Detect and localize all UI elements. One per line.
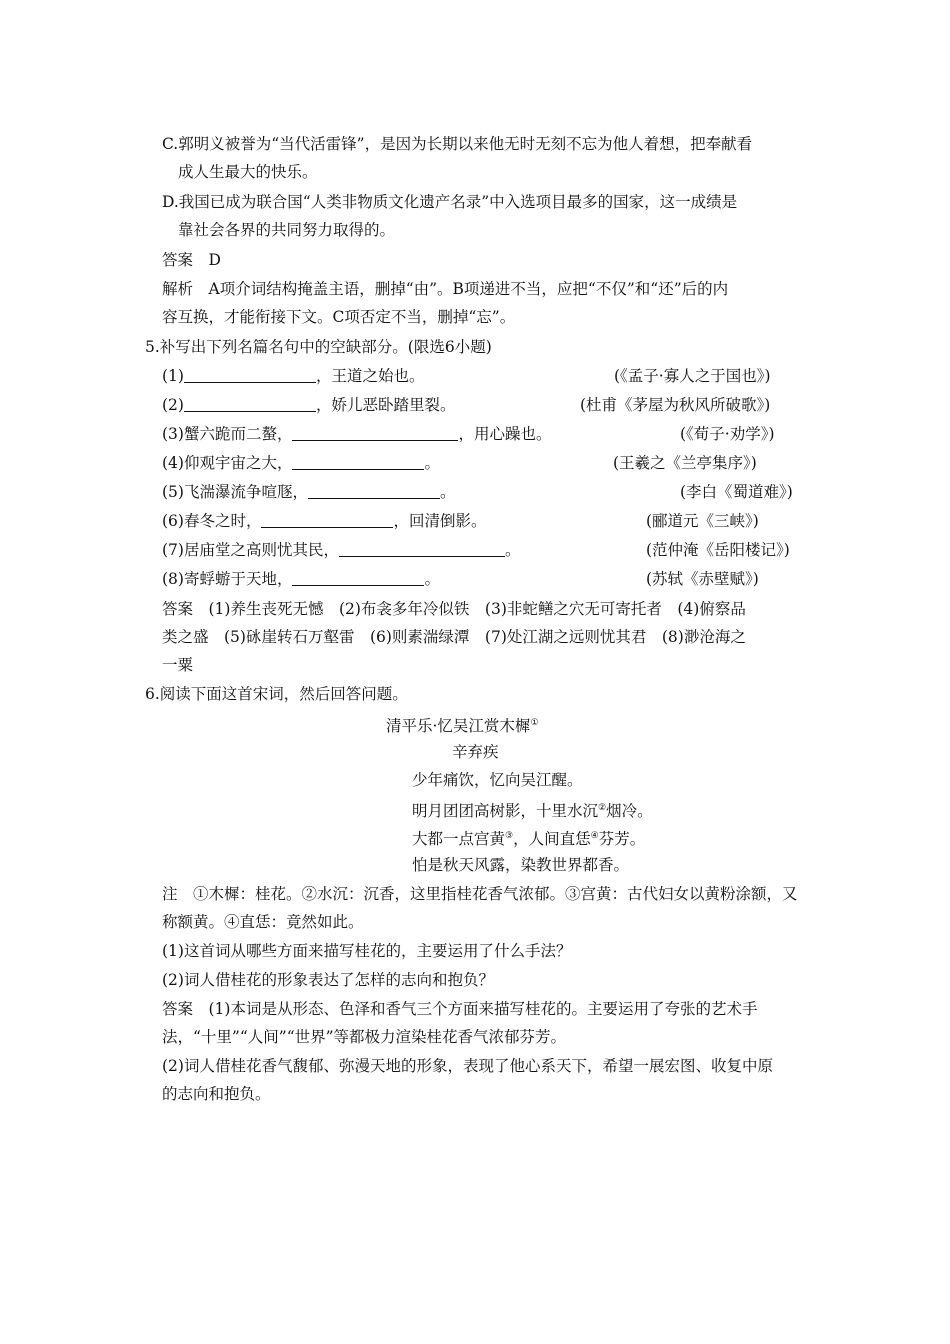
- q4-option-d-line2: 靠社会各界的共同努力取得的。: [178, 221, 396, 239]
- footnote-mark-1: ①: [530, 718, 539, 728]
- q5-item-1-source: (《孟子·寡人之于国也》): [614, 367, 771, 385]
- q6-subquestion-2: (2)词人借桂花的形象表达了怎样的志向和抱负？: [162, 971, 494, 989]
- q5-title: 5.补写出下列名篇名句中的空缺部分。(限选6小题): [145, 338, 492, 356]
- q5-item-8: (8)寄蜉蝣于天地， 。: [162, 570, 440, 588]
- q5-answer-line2: 类之盛 (5)砯崖转石万壑雷 (6)则素湍绿潭 (7)处江湖之远则忧其君 (8)渺沧海之: [162, 628, 746, 646]
- q5-item-7: (7)居庙堂之高则忧其民， 。: [162, 541, 521, 559]
- q5-item-3-source: (《荀子·劝学》): [680, 425, 775, 443]
- q5-item-6: (6)春冬之时， ，回清倒影。: [162, 512, 487, 530]
- q6-answer-line1: 答案 (1)本词是从形态、色泽和香气三个方面来描写桂花的。主要运用了夸张的艺术手: [162, 1000, 758, 1018]
- q5-item-2-source: (杜甫《茅屋为秋风所破歌》): [580, 396, 771, 414]
- poem-line-2: 明月团团高树影，十里水沉②烟冷。: [412, 802, 653, 820]
- q6-notes-line1: 注 ①木樨：桂花。②水沉：沉香，这里指桂花香气浓郁。③宫黄：古代妇女以黄粉涂额，又: [162, 885, 798, 903]
- q5-item-6-source: (郦道元《三峡》): [646, 512, 759, 530]
- poem-title: 清平乐·忆吴江赏木樨①: [386, 717, 539, 735]
- poem-author: 辛弃疾: [452, 743, 499, 761]
- q6-answer-line3: (2)词人借桂花香气馥郁、弥漫天地的形象，表现了他心系天下，希望一展宏图、收复中原: [162, 1057, 773, 1075]
- q5-item-4: (4)仰观宇宙之大， 。: [162, 454, 440, 472]
- q6-title: 6.阅读下面这首宋词，然后回答问题。: [145, 685, 408, 703]
- q5-answer-line1: 答案 (1)养生丧死无憾 (2)布衾多年冷似铁 (3)非蛇鳝之穴无可寄托者 (4)俯察品: [162, 600, 746, 618]
- q5-item-5-source: (李白《蜀道难》): [680, 483, 793, 501]
- q6-answer-line4: 的志向和抱负。: [162, 1085, 271, 1103]
- q5-item-5: (5)飞湍瀑流争喧豗， 。: [162, 483, 456, 501]
- q4-option-d-line1: D.我国已成为联合国“人类非物质文化遗产名录”中入选项目最多的国家，这一成绩是: [162, 193, 738, 211]
- q4-analysis-line1: 解析 A项介词结构掩盖主语，删掉“由”。B项递进不当，应把“不仅”和“还”后的内: [162, 280, 729, 298]
- q5-item-8-source: (苏轼《赤壁赋》): [646, 570, 759, 588]
- q6-answer-line2: 法，“十里”“人间”“世界”等都极力渲染桂花香气浓郁芬芳。: [162, 1028, 567, 1046]
- poem-line-1: 少年痛饮，忆向吴江醒。: [412, 771, 583, 789]
- q4-analysis-line2: 容互换，才能衔接下文。C项否定不当，删掉“忘”。: [162, 308, 516, 326]
- poem-line-4: 怕是秋天风露，染教世界都香。: [412, 856, 630, 874]
- poem-line-3: 大都一点宫黄③，人间直恁④芬芳。: [412, 830, 646, 848]
- q5-item-2: (2) ，娇儿恶卧踏里裂。: [162, 396, 456, 414]
- q5-item-7-source: (范仲淹《岳阳楼记》): [646, 541, 790, 559]
- q5-item-3: (3)蟹六跪而二螯， ，用心躁也。: [162, 425, 552, 443]
- footnote-mark-3: ③: [505, 831, 514, 841]
- footnote-mark-2: ②: [598, 803, 607, 813]
- q6-notes-line2: 称额黄。④直恁：竟然如此。: [162, 913, 364, 931]
- q5-answer-line3: 一粟: [162, 656, 194, 674]
- footnote-mark-4: ④: [590, 831, 599, 841]
- q6-subquestion-1: (1)这首词从哪些方面来描写桂花的，主要运用了什么手法？: [162, 942, 572, 960]
- q4-answer: 答案 D: [162, 251, 221, 269]
- q5-item-4-source: (王羲之《兰亭集序》): [613, 454, 757, 472]
- q4-option-c-line2: 成人生最大的快乐。: [178, 163, 318, 181]
- q5-item-1: (1) ，王道之始也。: [162, 367, 425, 385]
- q4-option-c-line1: C.郭明义被誉为“当代活雷锋”，是因为长期以来他无时无刻不忘为他人着想，把奉献看: [162, 135, 753, 153]
